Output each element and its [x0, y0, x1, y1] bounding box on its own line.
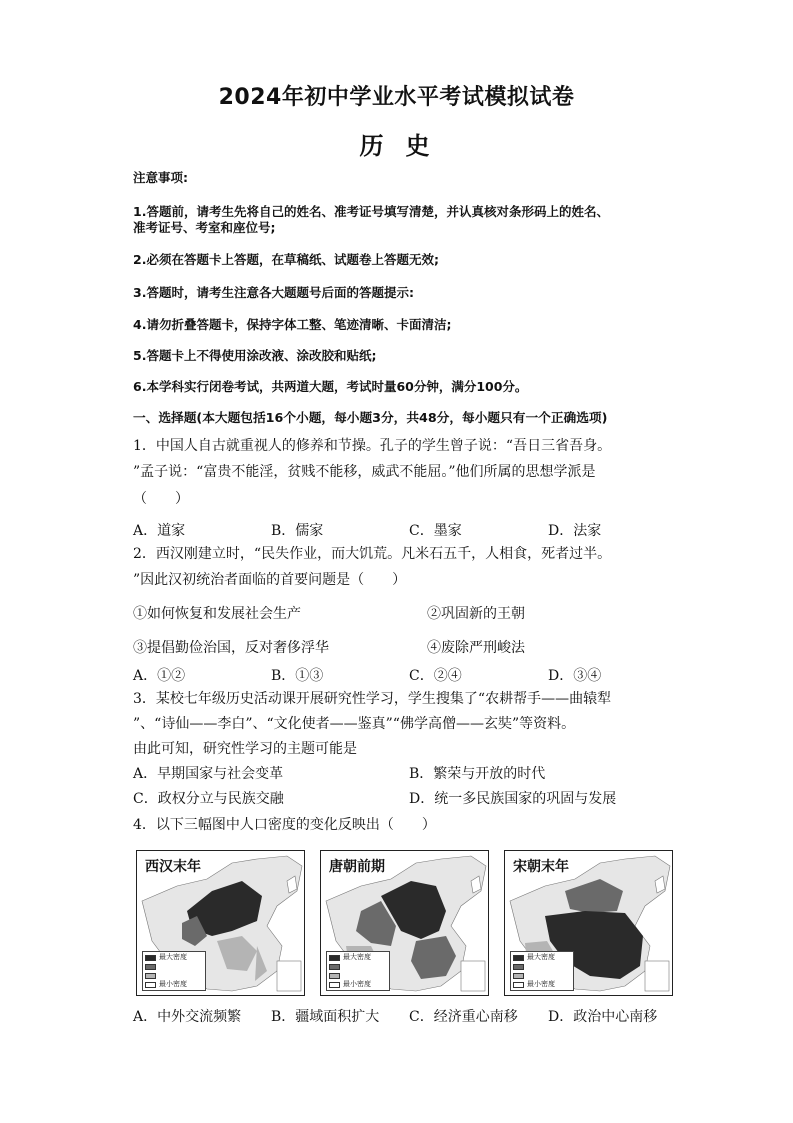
legend-label: 最小密度	[159, 980, 187, 988]
question-3-text: 由此可知，研究性学习的主题可能是	[133, 741, 357, 757]
q4-option-b[interactable]: B．疆域面积扩大	[271, 1009, 380, 1025]
q2-statement: ②巩固新的王朝	[427, 606, 525, 622]
q2-option-b[interactable]: B．①③	[271, 668, 324, 684]
notice-item: 5.答题卡上不得使用涂改液、涂改胶和贴纸;	[133, 348, 377, 363]
notice-item: 准考证号、考室和座位号;	[133, 220, 276, 235]
map-late-song	[504, 850, 673, 996]
q2-statement: ④废除严刑峻法	[427, 640, 525, 656]
legend-label: 最小密度	[527, 980, 555, 988]
population-density-maps	[136, 850, 673, 996]
map-title: 西汉末年	[143, 856, 203, 876]
q1-option-d[interactable]: D．法家	[548, 523, 602, 539]
question-1-text: （ ）	[133, 491, 189, 507]
map-legend	[326, 951, 390, 991]
question-1-text: 1．中国人自古就重视人的修养和节操。孔子的学生曾子说：“吾日三省吾身。	[133, 438, 612, 454]
map-early-tang	[320, 850, 489, 996]
map-western-han	[136, 850, 305, 996]
legend-label: 最大密度	[343, 953, 371, 961]
question-2-text: ”因此汉初统治者面临的首要问题是（ ）	[133, 572, 407, 588]
q4-option-c[interactable]: C．经济重心南移	[409, 1009, 518, 1025]
page-title: 2024年初中学业水平考试模拟试卷	[218, 85, 575, 110]
question-1-text: ”孟子说：“富贵不能淫，贫贱不能移，威武不能屈。”他们所属的思想学派是	[133, 464, 596, 480]
q3-option-b[interactable]: B．繁荣与开放的时代	[409, 766, 546, 782]
notice-item: 4.请勿折叠答题卡，保持字体工整、笔迹清晰、卡面清洁;	[133, 317, 452, 332]
question-4-text: 4．以下三幅图中人口密度的变化反映出（ ）	[133, 817, 436, 833]
q2-statement: ①如何恢复和发展社会生产	[133, 606, 301, 622]
q3-option-d[interactable]: D．统一多民族国家的巩固与发展	[409, 791, 617, 807]
notice-item: 6.本学科实行闭卷考试，共两道大题，考试时量60分钟，满分100分。	[133, 379, 528, 394]
q3-option-c[interactable]: C．政权分立与民族交融	[133, 791, 284, 807]
subject-title: 历史	[359, 132, 452, 160]
legend-label: 最小密度	[343, 980, 371, 988]
section-heading: 一、选择题(本大题包括16个小题，每小题3分，共48分，每小题只有一个正确选项)	[133, 410, 608, 425]
q3-option-a[interactable]: A．早期国家与社会变革	[133, 766, 284, 782]
map-title: 宋朝末年	[511, 856, 571, 876]
map-legend	[510, 951, 574, 991]
legend-label: 最大密度	[159, 953, 187, 961]
q2-option-c[interactable]: C．②④	[409, 668, 462, 684]
q1-option-b[interactable]: B．儒家	[271, 523, 324, 539]
notice-item: 1.答题前，请考生先将自己的姓名、准考证号填写清楚，并认真核对条形码上的姓名、	[133, 204, 609, 219]
q4-option-a[interactable]: A．中外交流频繁	[133, 1009, 242, 1025]
q1-option-c[interactable]: C．墨家	[409, 523, 462, 539]
map-legend	[142, 951, 206, 991]
question-3-text: 3．某校七年级历史活动课开展研究性学习，学生搜集了“农耕帮手——曲辕犁	[133, 691, 612, 707]
question-2-text: 2．西汉刚建立时，“民失作业，而大饥荒。凡米石五千，人相食，死者过半。	[133, 546, 612, 562]
q4-option-d[interactable]: D．政治中心南移	[548, 1009, 658, 1025]
map-title: 唐朝前期	[327, 856, 387, 876]
notice-heading: 注意事项:	[133, 170, 188, 185]
legend-label: 最大密度	[527, 953, 555, 961]
question-3-text: ”、“诗仙——李白”、“文化使者——鉴真”“佛学高僧——玄奘”等资料。	[133, 716, 576, 732]
q1-option-a[interactable]: A．道家	[133, 523, 186, 539]
q2-statement: ③提倡勤俭治国，反对奢侈浮华	[133, 640, 329, 656]
notice-item: 3.答题时，请考生注意各大题题号后面的答题提示:	[133, 285, 414, 300]
q2-option-a[interactable]: A．①②	[133, 668, 186, 684]
notice-item: 2.必须在答题卡上答题，在草稿纸、试题卷上答题无效;	[133, 252, 439, 267]
q2-option-d[interactable]: D．③④	[548, 668, 602, 684]
